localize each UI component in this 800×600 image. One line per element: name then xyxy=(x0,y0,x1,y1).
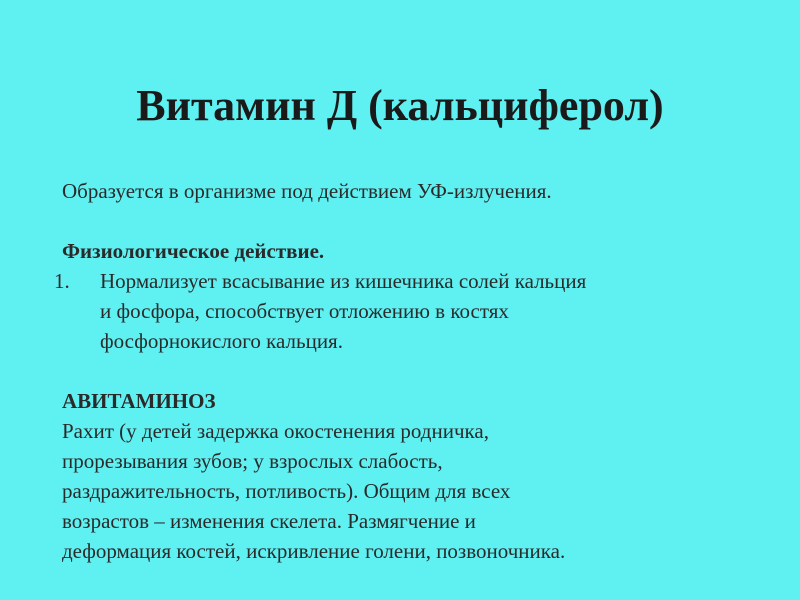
avitaminosis-line: прорезывания зубов; у взрослых слабость, xyxy=(62,449,443,473)
spacer xyxy=(62,206,762,236)
avitaminosis-line: деформация костей, искривление голени, позвоночника. xyxy=(62,539,566,563)
list-line: Нормализует всасывание из кишечника солей кальция xyxy=(100,269,587,293)
physiology-heading: Физиологическое действие. xyxy=(62,239,325,263)
list-line: фосфорнокислого кальция. xyxy=(100,329,343,353)
list-item xyxy=(54,266,762,356)
avitaminosis-line: возрастов – изменения скелета. Размягчение и xyxy=(62,509,476,533)
intro-text: Образуется в организме под действием УФ-излучения. xyxy=(62,179,552,203)
slide-body xyxy=(54,176,762,566)
avitaminosis-line: раздражительность, потливость). Общим для всех xyxy=(62,479,511,503)
slide-title: Витамин Д (кальциферол) xyxy=(136,81,664,130)
list-line: и фосфора, способствует отложению в костях xyxy=(100,299,509,323)
spacer xyxy=(62,356,762,386)
avitaminosis-line: Рахит (у детей задержка окостенения родничка, xyxy=(62,419,489,443)
list-number: 1. xyxy=(54,269,70,293)
avitaminosis-heading: АВИТАМИНОЗ xyxy=(62,389,216,413)
